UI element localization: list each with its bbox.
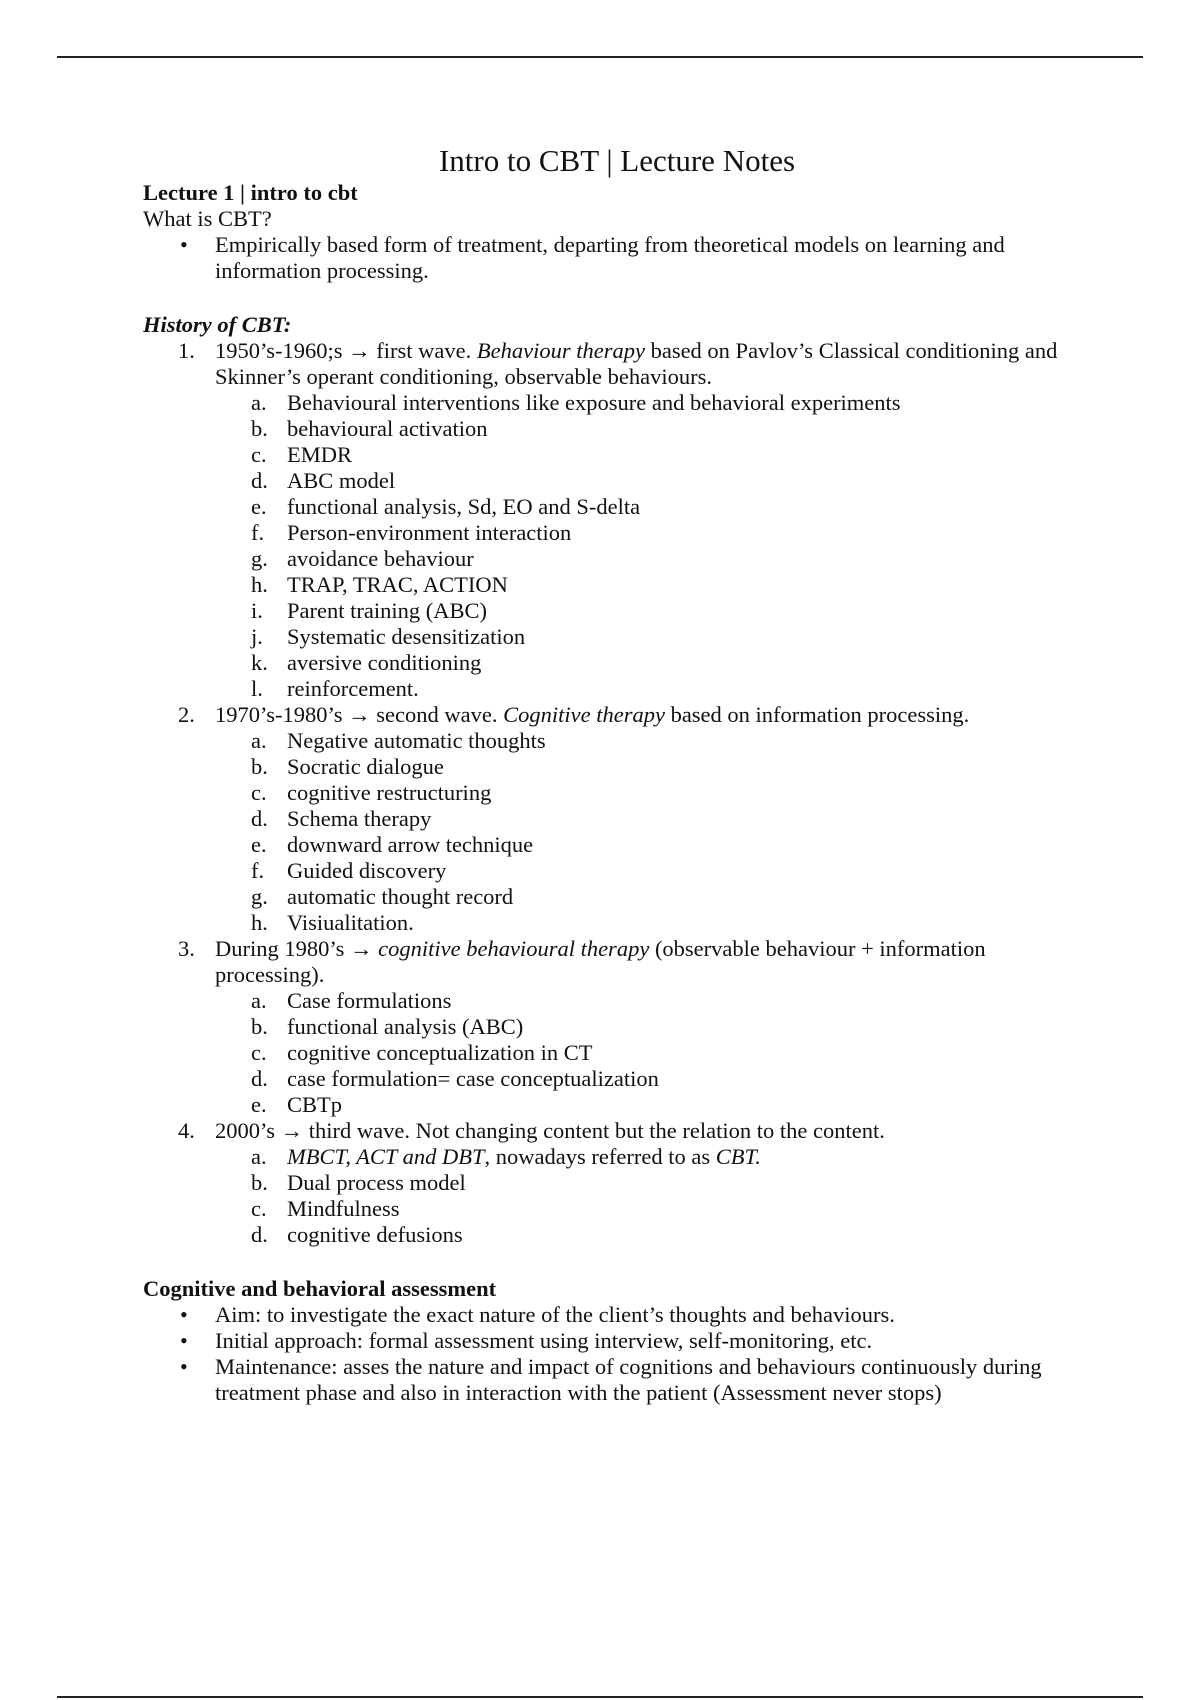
sub-item: [143, 754, 1063, 780]
sub-item: [143, 1144, 1063, 1170]
sub-item-letter: a.: [251, 988, 267, 1013]
history-waves-list: [143, 338, 1063, 1248]
sub-item-text: Schema therapy: [287, 806, 432, 831]
sub-item-text: Case formulations: [287, 988, 452, 1013]
assessment-heading: Cognitive and behavioral assessment: [143, 1276, 497, 1301]
sub-item-text: Parent training (ABC): [287, 598, 487, 623]
wave-emphasis: Behaviour therapy: [476, 338, 645, 363]
sub-item: [143, 546, 1063, 572]
sub-item: [143, 1066, 1063, 1092]
sub-item-letter: e.: [251, 832, 267, 857]
sub-item-text: case formulation= case conceptualization: [287, 1066, 659, 1091]
wave-emphasis: cognitive behavioural therapy: [378, 936, 650, 961]
wave-text: 1970’s-1980’s → second wave.: [215, 702, 504, 727]
sub-item-letter: c.: [251, 1040, 267, 1065]
sub-item-letter: b.: [251, 416, 268, 441]
sub-item: [143, 390, 1063, 416]
sub-item: [143, 494, 1063, 520]
sub-item: [143, 650, 1063, 676]
list-item: • Empirically based form of treatment, departing from theoretical models on learning and information processing.: [143, 232, 1063, 284]
sub-item-letter: c.: [251, 1196, 267, 1221]
wave-text-rest: based on information processing.: [664, 702, 970, 727]
lecture-heading: Lecture 1 | intro to cbt: [143, 180, 358, 205]
wave-emphasis: Cognitive therapy: [503, 702, 665, 727]
sub-item-letter: f.: [251, 858, 265, 883]
sub-item-text: automatic thought record: [287, 884, 514, 909]
history-heading: History of CBT:: [143, 312, 292, 337]
sub-item-letter: d.: [251, 468, 268, 493]
sub-item: [143, 572, 1063, 598]
sub-item-text: CBT.: [715, 1144, 761, 1169]
sub-item-letter: d.: [251, 806, 268, 831]
sub-item-letter: b.: [251, 754, 268, 779]
wave-text: 2000’s → third wave. Not changing content but the relation to the content.: [215, 1118, 885, 1143]
page-title: Intro to CBT | Lecture Notes: [438, 143, 796, 178]
sub-item: [143, 598, 1063, 624]
sub-item-letter: h.: [251, 572, 268, 597]
sub-item-letter: f.: [251, 520, 265, 545]
spacer: [143, 284, 1063, 312]
sub-item-text: Mindfulness: [287, 1196, 400, 1221]
sub-item-text: aversive conditioning: [287, 650, 482, 675]
sub-item-text: TRAP, TRAC, ACTION: [287, 572, 508, 597]
sub-item: [143, 910, 1063, 936]
sub-item-letter: b.: [251, 1014, 268, 1039]
wave-text-rest: (observable behaviour + information processing).: [215, 936, 986, 987]
spacer: [143, 1248, 1063, 1276]
sub-item: [143, 780, 1063, 806]
sub-item-letter: c.: [251, 780, 267, 805]
sub-item: [143, 1170, 1063, 1196]
sub-item: [143, 416, 1063, 442]
sub-item-letter: g.: [251, 546, 268, 571]
sub-item-letter: k.: [251, 650, 268, 675]
sub-item-letter: d.: [251, 1066, 268, 1091]
sub-item-text: , nowadays referred to as: [484, 1144, 716, 1169]
bottom-rule: [57, 1696, 1143, 1698]
wave-text: During 1980’s →: [215, 936, 379, 961]
wave-item: [143, 702, 1063, 936]
sub-item: [143, 442, 1063, 468]
wave-text-rest: based on Pavlov’s Classical conditioning and Skinner’s operant conditioning, observable behaviours.: [215, 338, 1058, 389]
sub-item-text: avoidance behaviour: [287, 546, 474, 571]
sub-item-text: behavioural activation: [287, 416, 488, 441]
wave-number: 1.: [178, 338, 195, 363]
list-item: • Maintenance: asses the nature and impact of cognitions and behaviours continuously during treatment phase and also in interaction with the patient (Assessment never stops): [143, 1354, 1063, 1406]
sub-item-text: MBCT, ACT and DBT: [287, 1144, 485, 1169]
what-is-question: What is CBT?: [143, 206, 272, 231]
sub-item: [143, 806, 1063, 832]
sub-item-letter: i.: [251, 598, 263, 623]
wave-number: 4.: [178, 1118, 195, 1143]
sub-item: [143, 468, 1063, 494]
sub-item: [143, 728, 1063, 754]
wave-subitems: [215, 1144, 1063, 1248]
sub-item-letter: d.: [251, 1222, 268, 1247]
sub-item-letter: l.: [251, 676, 263, 701]
document-body: [143, 142, 1063, 1406]
sub-item-text: cognitive restructuring: [287, 780, 492, 805]
sub-item-letter: h.: [251, 910, 268, 935]
sub-item-text: Behavioural interventions like exposure and behavioral experiments: [287, 390, 901, 415]
sub-item: [143, 676, 1063, 702]
assessment-list: [143, 1302, 1063, 1406]
sub-item-text: Systematic desensitization: [287, 624, 526, 649]
sub-item-text: functional analysis (ABC): [287, 1014, 524, 1039]
sub-item-text: CBTp: [287, 1092, 343, 1117]
what-is-list: [143, 232, 1063, 284]
wave-number: 3.: [178, 936, 195, 961]
list-item: • Aim: to investigate the exact nature of the client’s thoughts and behaviours.: [143, 1302, 1063, 1328]
sub-item-text: Negative automatic thoughts: [287, 728, 546, 753]
sub-item-letter: a.: [251, 1144, 267, 1169]
sub-item: [143, 858, 1063, 884]
sub-item-letter: c.: [251, 442, 267, 467]
sub-item-letter: a.: [251, 728, 267, 753]
sub-item-text: Person-environment interaction: [287, 520, 572, 545]
wave-item: [143, 1118, 1063, 1248]
wave-text: 1950’s-1960;s → first wave.: [215, 338, 477, 363]
sub-item: [143, 520, 1063, 546]
sub-item-text: EMDR: [287, 442, 353, 467]
sub-item: [143, 624, 1063, 650]
sub-item-text: Visiualitation.: [287, 910, 414, 935]
sub-item: [143, 1222, 1063, 1248]
wave-subitems: [215, 988, 1063, 1118]
sub-item-letter: a.: [251, 390, 267, 415]
sub-item: [143, 1092, 1063, 1118]
wave-subitems: [215, 390, 1063, 702]
sub-item: [143, 1014, 1063, 1040]
top-rule: [57, 56, 1143, 58]
sub-item-text: Dual process model: [287, 1170, 466, 1195]
sub-item-text: cognitive defusions: [287, 1222, 463, 1247]
sub-item-letter: j.: [251, 624, 263, 649]
wave-item: [143, 338, 1063, 702]
sub-item: [143, 988, 1063, 1014]
sub-item-letter: e.: [251, 1092, 267, 1117]
sub-item-letter: b.: [251, 1170, 268, 1195]
sub-item-text: downward arrow technique: [287, 832, 534, 857]
wave-item: [143, 936, 1063, 1118]
sub-item: [143, 884, 1063, 910]
sub-item-text: cognitive conceptualization in CT: [287, 1040, 593, 1065]
sub-item: [143, 832, 1063, 858]
sub-item-text: reinforcement.: [287, 676, 419, 701]
sub-item-text: Guided discovery: [287, 858, 447, 883]
sub-item-text: Socratic dialogue: [287, 754, 444, 779]
wave-subitems: [215, 728, 1063, 936]
sub-item-text: functional analysis, Sd, EO and S-delta: [287, 494, 641, 519]
sub-item-letter: g.: [251, 884, 268, 909]
sub-item: [143, 1040, 1063, 1066]
list-item: • Initial approach: formal assessment using interview, self-monitoring, etc.: [143, 1328, 1063, 1354]
sub-item-text: ABC model: [287, 468, 396, 493]
sub-item: [143, 1196, 1063, 1222]
wave-number: 2.: [178, 702, 195, 727]
sub-item-letter: e.: [251, 494, 267, 519]
